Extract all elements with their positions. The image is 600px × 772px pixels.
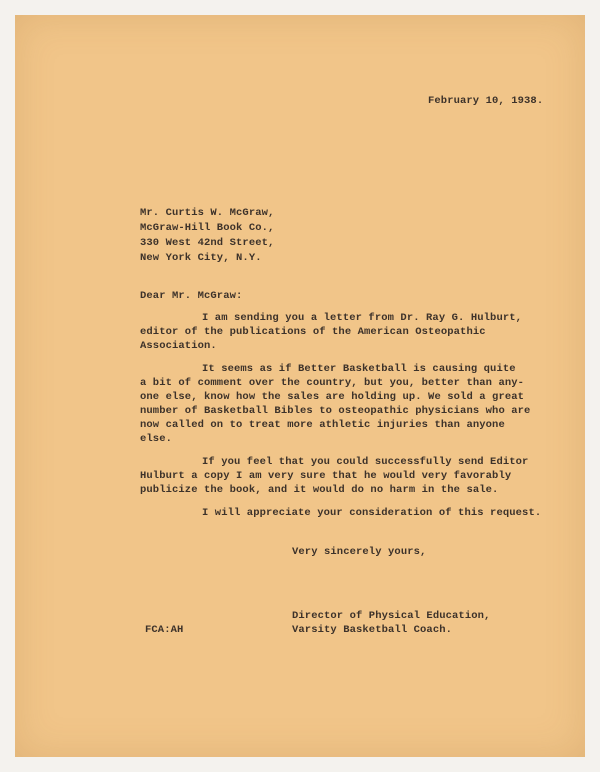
recipient-city: New York City, N.Y. [140,252,262,264]
paragraph-2-line-4: number of Basketball Bibles to osteopathic physicians who are [140,405,531,417]
paragraph-2-line-6: else. [140,433,173,445]
closing: Very sincerely yours, [292,546,427,558]
paragraph-2-line-1: It seems as if Better Basketball is causing quite [202,363,516,375]
paragraph-2-line-5: now called on to treat more athletic injuries than anyone [140,419,505,431]
paragraph-1-line-3: Association. [140,340,217,352]
paragraph-3-line-1: If you feel that you could successfully send Editor [202,456,529,468]
signature-title-2: Varsity Basketball Coach. [292,624,453,636]
paragraph-1-line-2: editor of the publications of the American Osteopathic [140,326,486,338]
signature-title-1: Director of Physical Education, [292,610,491,622]
paragraph-4-line-1: I will appreciate your consideration of this request. [202,507,542,519]
recipient-name: Mr. Curtis W. McGraw, [140,207,275,219]
paragraph-2-line-3: one else, know how the sales are holding up. We sold a great [140,391,525,403]
recipient-company: McGraw-Hill Book Co., [140,222,275,234]
paragraph-3-line-3: publicize the book, and it would do no harm in the sale. [140,484,499,496]
paragraph-3-line-2: Hulburt a copy I am very sure that he would very favorably [140,470,512,482]
letter-date: February 10, 1938. [428,95,544,107]
paragraph-2-line-2: a bit of comment over the country, but you, better than any- [140,377,525,389]
letter-page [15,15,585,757]
recipient-street: 330 West 42nd Street, [140,237,275,249]
paragraph-1-line-1: I am sending you a letter from Dr. Ray G. Hulburt, [202,312,523,324]
initials: FCA:AH [145,624,184,636]
salutation: Dear Mr. McGraw: [140,290,243,302]
